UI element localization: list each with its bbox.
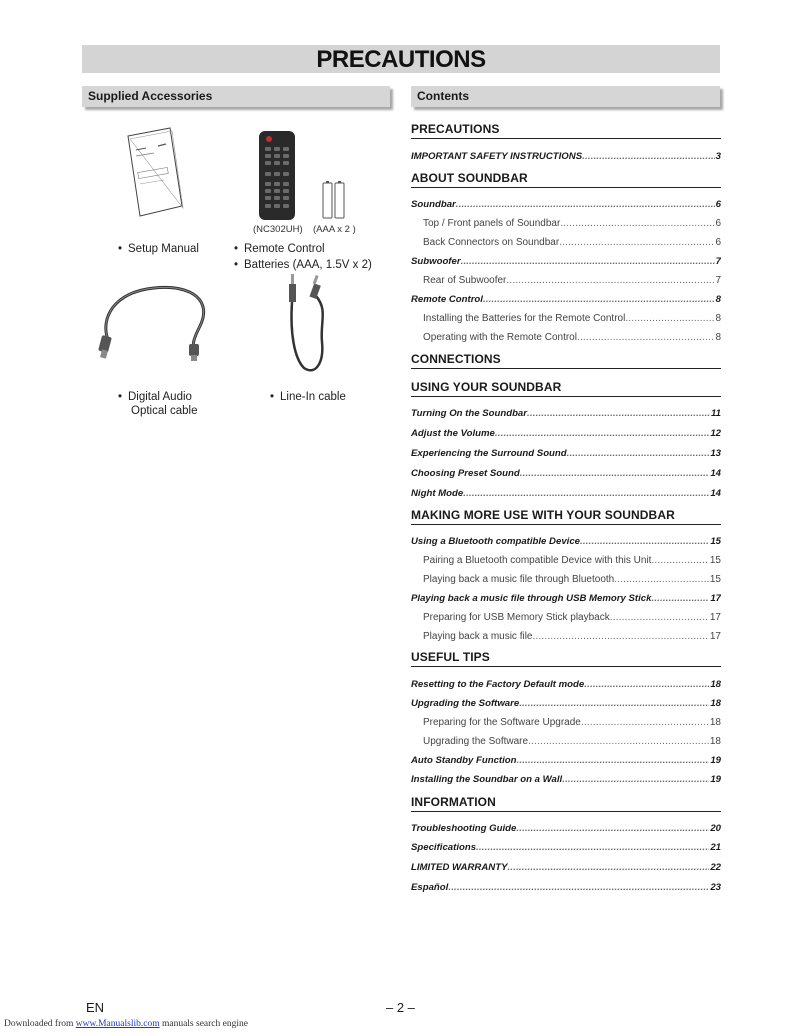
- batteries-text: Batteries (AAA, 1.5V x 2): [244, 259, 372, 271]
- optical-cable-text-line1: Digital Audio: [128, 391, 192, 403]
- toc-dot-leader: [461, 256, 715, 268]
- toc-dot-leader: [476, 842, 709, 854]
- toc-dot-leader: [495, 428, 709, 440]
- toc-entry-page: 17: [709, 612, 721, 623]
- toc-entry-title: Adjust the Volume: [411, 428, 495, 439]
- toc-dot-leader: [527, 408, 710, 420]
- toc-entry[interactable]: [423, 717, 721, 729]
- toc-entry[interactable]: [411, 755, 721, 767]
- toc-entry[interactable]: [411, 862, 721, 874]
- toc-entry-page: 14: [710, 488, 721, 499]
- toc-entry[interactable]: [411, 679, 721, 691]
- toc-entry-page: 18: [709, 717, 721, 728]
- remote-control-text: Remote Control: [244, 243, 325, 255]
- toc-entry-page: 18: [710, 698, 721, 709]
- toc-section-heading: PRECAUTIONS: [411, 122, 721, 139]
- toc-entry-page: 8: [715, 313, 721, 324]
- footer-page-number: – 2 –: [386, 1000, 415, 1015]
- toc-entry-title: Installing the Batteries for the Remote Control: [423, 313, 626, 324]
- toc-dot-leader: [559, 237, 714, 249]
- toc-entry[interactable]: [411, 882, 721, 894]
- toc-entry-page: 11: [711, 408, 721, 419]
- toc-section-heading: CONNECTIONS: [411, 352, 721, 369]
- toc-dot-leader: [533, 631, 709, 643]
- toc-entry[interactable]: [411, 536, 721, 548]
- toc-dot-leader: [506, 275, 714, 287]
- batteries-illustration: [320, 180, 348, 220]
- toc-dot-leader: [456, 199, 715, 211]
- toc-dot-leader: [610, 612, 709, 624]
- toc-dot-leader: [581, 717, 709, 729]
- toc-entry[interactable]: [423, 275, 721, 287]
- toc-entry-title: Playing back a music file through Bluetooth: [423, 574, 615, 585]
- page-title: PRECAUTIONS: [316, 46, 486, 73]
- toc-entry-page: 14: [710, 468, 721, 479]
- setup-manual-illustration: [124, 126, 186, 218]
- toc-entry-page: 23: [710, 882, 721, 893]
- toc-entry-page: 12: [710, 428, 721, 439]
- toc-dot-leader: [614, 574, 709, 586]
- toc-entry-title: IMPORTANT SAFETY INSTRUCTIONS: [411, 151, 583, 162]
- remote-model-label: (NC302UH): [253, 224, 303, 235]
- toc-entry[interactable]: [411, 488, 721, 500]
- toc-entry-title: Back Connectors on Soundbar: [423, 237, 560, 248]
- toc-entry[interactable]: [411, 428, 721, 440]
- toc-entry[interactable]: [411, 256, 721, 268]
- toc-dot-leader: [519, 698, 709, 710]
- toc-entry-title: Using a Bluetooth compatible Device: [411, 536, 580, 547]
- toc-entry-page: 19: [710, 755, 721, 766]
- toc-entry[interactable]: [423, 736, 721, 748]
- toc-entry-page: 8: [715, 332, 721, 343]
- toc-entry-title: Operating with the Remote Control: [423, 332, 577, 343]
- toc-entry[interactable]: [423, 237, 721, 249]
- toc-entry-page: 15: [709, 574, 721, 585]
- toc-entry-page: 3: [715, 151, 721, 162]
- toc-dot-leader: [463, 488, 709, 500]
- optical-cable-label: [118, 390, 197, 418]
- toc-entry-title: Remote Control: [411, 294, 483, 305]
- toc-entry-title: Español: [411, 882, 449, 893]
- toc-entry-title: Rear of Subwoofer: [423, 275, 507, 286]
- toc-dot-leader: [520, 468, 710, 480]
- toc-entry-title: Resetting to the Factory Default mode: [411, 679, 585, 690]
- toc-section-heading: ABOUT SOUNDBAR: [411, 171, 721, 188]
- manualslib-link[interactable]: www.Manualslib.com: [75, 1019, 160, 1029]
- toc-dot-leader: [580, 536, 709, 548]
- footer-language: EN: [86, 1000, 105, 1015]
- toc-dot-leader: [517, 755, 710, 767]
- battery-quantity-label: (AAA x 2 ): [313, 224, 356, 235]
- toc-entry[interactable]: [411, 593, 721, 605]
- toc-dot-leader: [560, 218, 714, 230]
- toc-dot-leader: [577, 332, 714, 344]
- toc-entry-title: Night Mode: [411, 488, 464, 499]
- toc-entry-title: Turning On the Soundbar: [411, 408, 528, 419]
- toc-entry[interactable]: [423, 631, 721, 643]
- toc-entry-title: Upgrading the Software: [411, 698, 520, 709]
- toc-dot-leader: [582, 151, 715, 163]
- toc-entry-page: 13: [710, 448, 721, 459]
- toc-dot-leader: [625, 313, 714, 325]
- toc-section-heading: USING YOUR SOUNDBAR: [411, 380, 721, 397]
- toc-dot-leader: [567, 448, 710, 460]
- toc-entry[interactable]: [411, 448, 721, 460]
- toc-entry[interactable]: [423, 574, 721, 586]
- toc-entry-page: 17: [709, 631, 721, 642]
- batteries-label: [234, 258, 372, 272]
- toc-entry[interactable]: [411, 842, 721, 854]
- toc-entry[interactable]: [423, 612, 721, 624]
- download-credit: [4, 1019, 248, 1029]
- toc-entry-page: 8: [715, 294, 721, 305]
- toc-entry[interactable]: [411, 408, 721, 420]
- toc-entry-title: Specifications: [411, 842, 477, 853]
- toc-entry-page: 15: [710, 536, 721, 547]
- toc-entry-page: 21: [710, 842, 721, 853]
- toc-entry-page: 6: [715, 218, 721, 229]
- contents-heading: Contents: [411, 86, 720, 107]
- download-suffix: manuals search engine: [161, 1019, 248, 1029]
- toc-entry-page: 19: [710, 774, 721, 785]
- bullet: •: [234, 243, 239, 255]
- toc-entry-title: Choosing Preset Sound: [411, 468, 520, 479]
- setup-manual-label: [118, 242, 199, 256]
- toc-entry[interactable]: [411, 294, 721, 306]
- toc-entry-title: Playing back a music file through USB Memory Stick: [411, 593, 652, 604]
- line-in-cable-label: [270, 390, 346, 404]
- toc-entry-page: 6: [715, 199, 721, 210]
- toc-dot-leader: [507, 862, 709, 874]
- toc-entry-page: 22: [710, 862, 721, 873]
- download-prefix: Downloaded from: [4, 1019, 74, 1029]
- toc-entry[interactable]: [411, 151, 721, 163]
- toc-entry[interactable]: [411, 774, 721, 786]
- toc-entry-title: Upgrading the Software: [423, 736, 529, 747]
- toc-entry-title: Subwoofer: [411, 256, 461, 267]
- toc-dot-leader: [651, 555, 708, 567]
- toc-entry-title: Soundbar: [411, 199, 456, 210]
- toc-entry-title: Troubleshooting Guide: [411, 823, 517, 834]
- line-in-cable-illustration: [282, 272, 342, 374]
- toc-entry-title: Preparing for USB Memory Stick playback: [423, 612, 610, 623]
- toc-section-heading: MAKING MORE USE WITH YOUR SOUNDBAR: [411, 508, 721, 525]
- toc-entry-page: 15: [709, 555, 721, 566]
- toc-entry-page: 18: [709, 736, 721, 747]
- toc-entry-title: Playing back a music file: [423, 631, 533, 642]
- toc-dot-leader: [516, 823, 709, 835]
- toc-dot-leader: [562, 774, 709, 786]
- toc-entry-title: Installing the Soundbar on a Wall: [411, 774, 563, 785]
- toc-entry[interactable]: [423, 332, 721, 344]
- toc-dot-leader: [584, 679, 709, 691]
- toc-entry-title: Experiencing the Surround Sound: [411, 448, 567, 459]
- bullet: •: [234, 259, 239, 271]
- toc-entry-page: 20: [710, 823, 721, 834]
- toc-dot-leader: [528, 736, 709, 748]
- bullet: •: [118, 243, 123, 255]
- toc-entry-page: 7: [715, 275, 721, 286]
- line-in-cable-text: Line-In cable: [280, 391, 346, 403]
- toc-entry-title: LIMITED WARRANTY: [411, 862, 508, 873]
- toc-entry[interactable]: [411, 199, 721, 211]
- toc-dot-leader: [483, 294, 715, 306]
- toc-entry[interactable]: [423, 218, 721, 230]
- toc-entry[interactable]: [423, 313, 721, 325]
- remote-control-illustration: [257, 130, 297, 222]
- toc-section-heading: INFORMATION: [411, 795, 721, 812]
- toc-entry[interactable]: [411, 823, 721, 835]
- toc-entry[interactable]: [411, 698, 721, 710]
- toc-dot-leader: [651, 593, 709, 605]
- toc-entry-title: Preparing for the Software Upgrade: [423, 717, 581, 728]
- toc-entry-page: 17: [710, 593, 721, 604]
- toc-section-heading: USEFUL TIPS: [411, 650, 721, 667]
- page-title-bar: [82, 45, 720, 73]
- toc-dot-leader: [448, 882, 709, 894]
- setup-manual-text: Setup Manual: [128, 243, 199, 255]
- toc-entry-page: 6: [715, 237, 721, 248]
- toc-entry[interactable]: [423, 555, 721, 567]
- bullet: •: [270, 391, 275, 403]
- remote-control-label: [234, 242, 325, 256]
- toc-entry[interactable]: [411, 468, 721, 480]
- optical-cable-illustration: [94, 278, 216, 362]
- toc-entry-title: Pairing a Bluetooth compatible Device with this Unit: [423, 555, 652, 566]
- optical-cable-text-line2: Optical cable: [131, 405, 198, 417]
- supplied-accessories-heading: Supplied Accessories: [82, 86, 390, 107]
- toc-entry-page: 18: [710, 679, 721, 690]
- toc-entry-page: 7: [715, 256, 721, 267]
- bullet: •: [118, 391, 123, 403]
- toc-entry-title: Auto Standby Function: [411, 755, 517, 766]
- toc-entry-title: Top / Front panels of Soundbar: [423, 218, 561, 229]
